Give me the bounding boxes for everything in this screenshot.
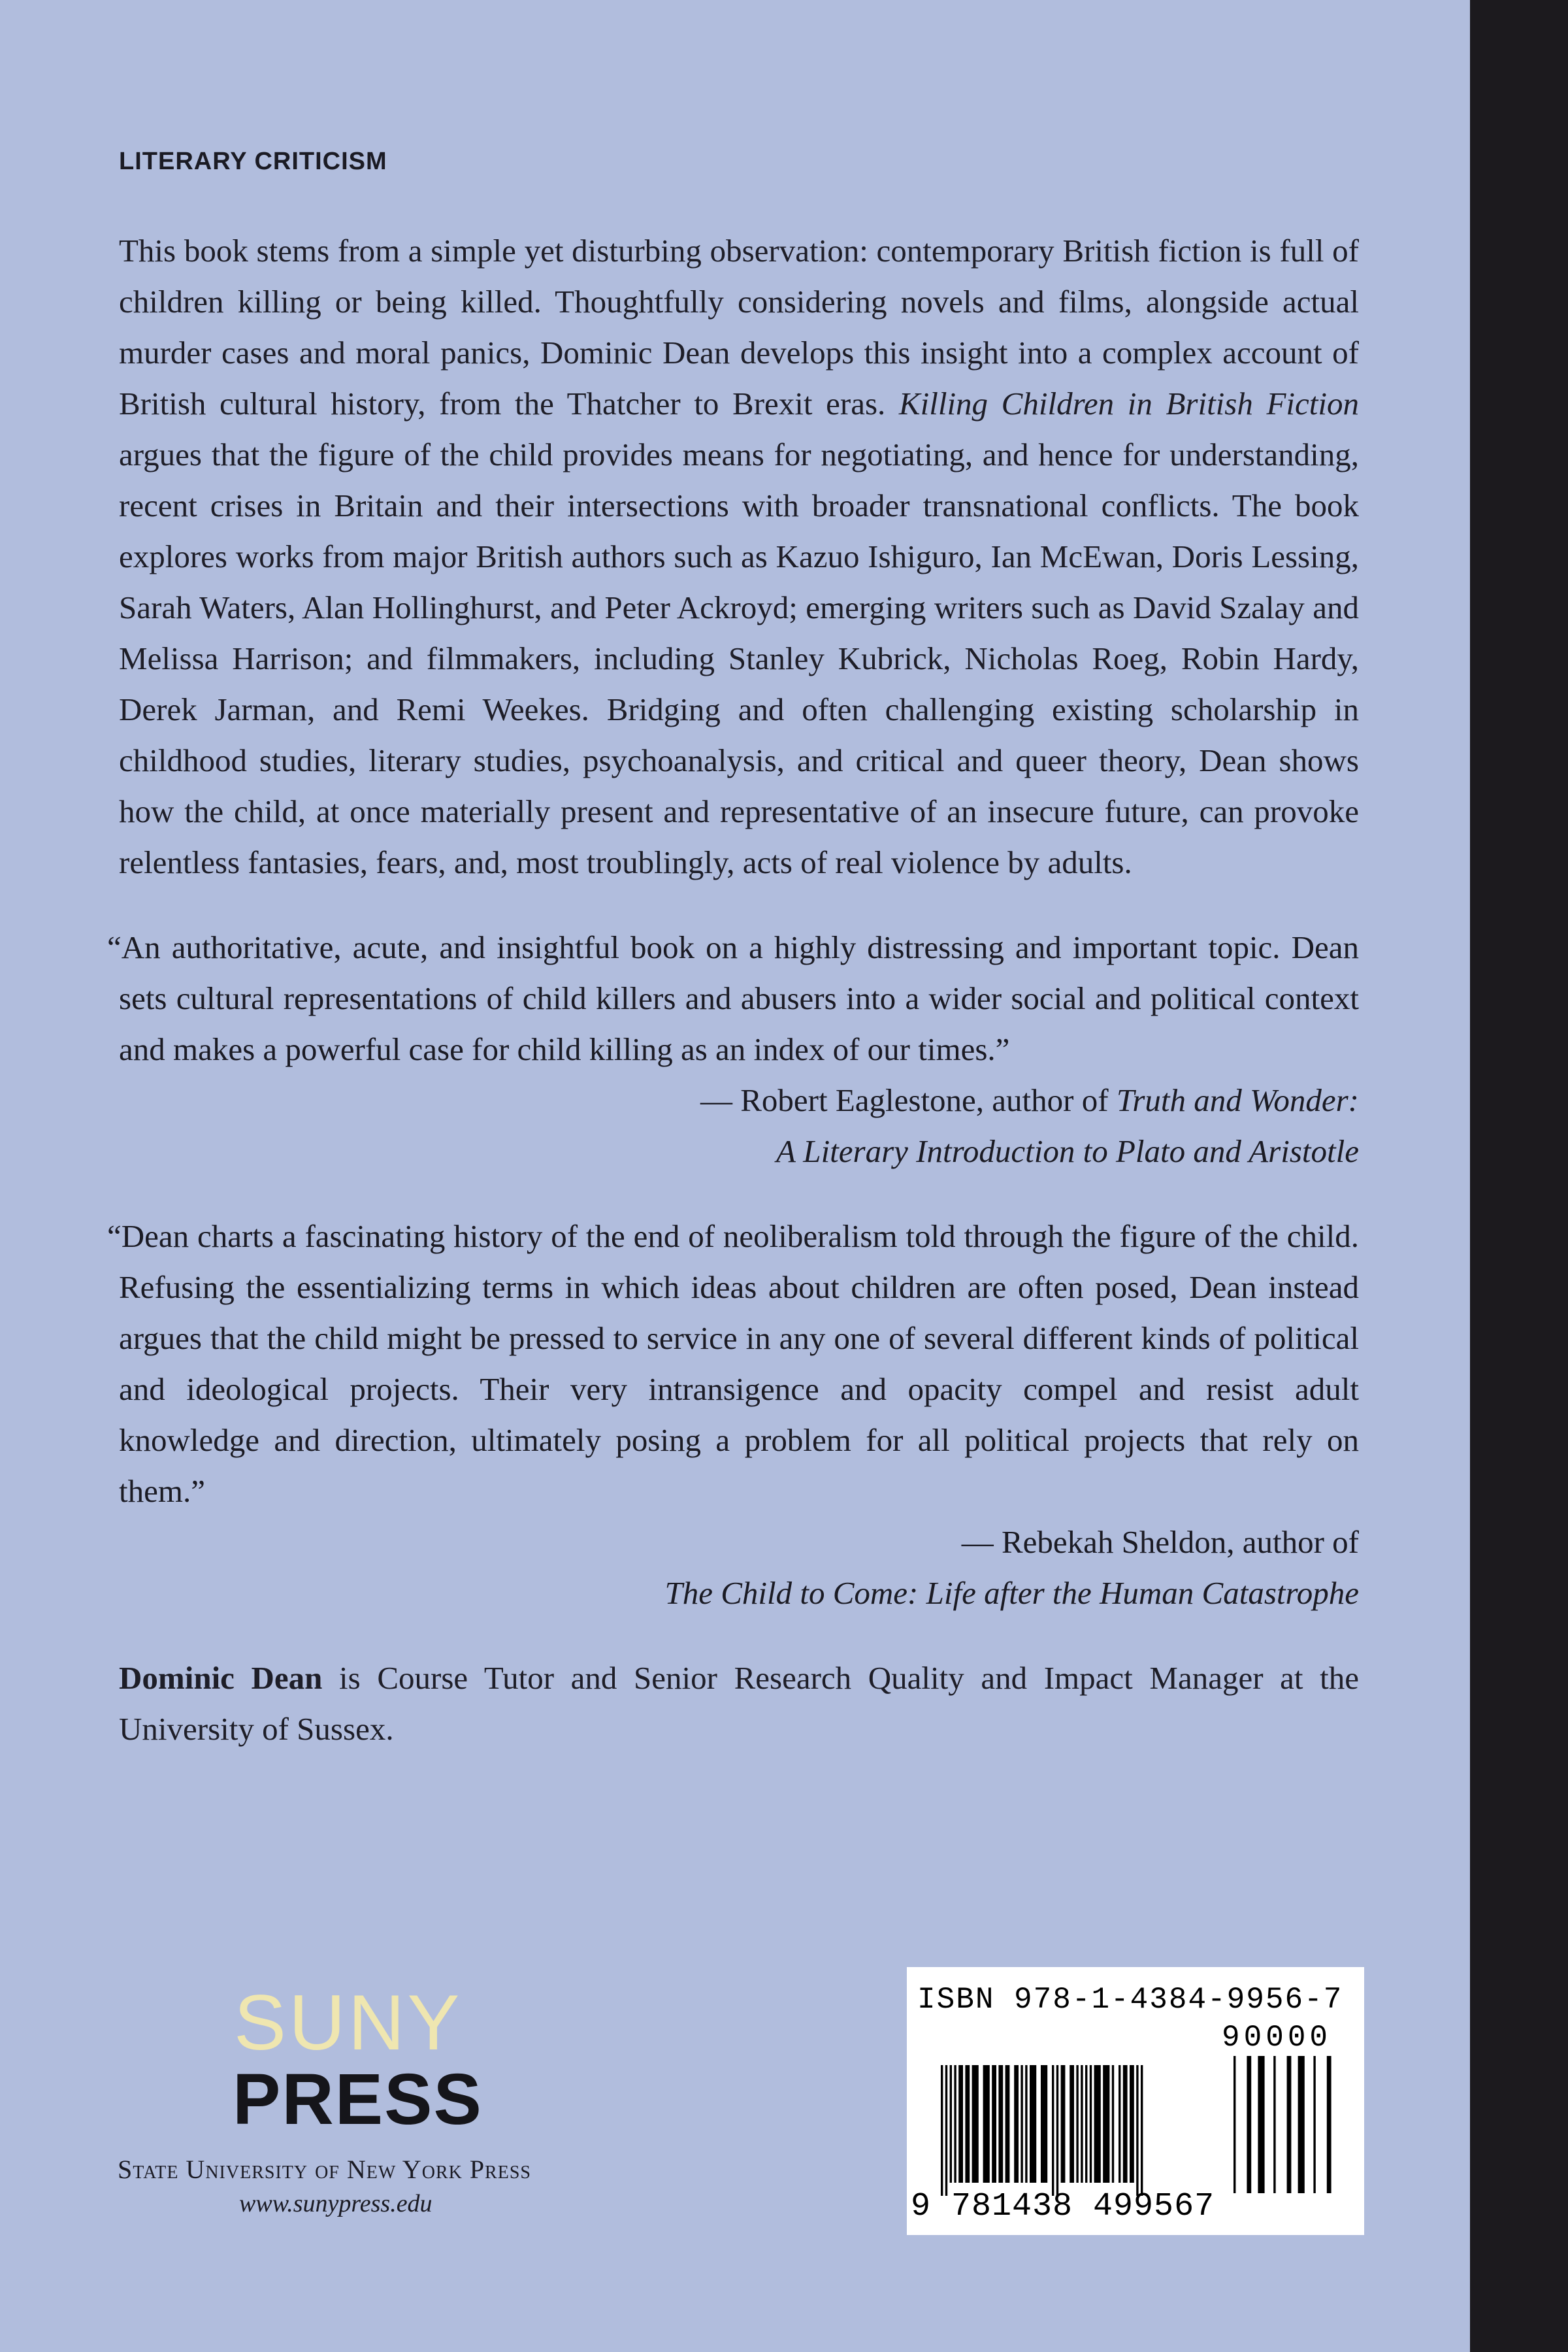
publisher-full-name: State University of New York Press	[118, 2155, 531, 2184]
endorsement-attribution-2	[119, 1517, 1359, 1619]
author-name: Dominic Dean	[119, 1660, 323, 1696]
price-code: 90000	[1222, 2021, 1332, 2055]
isbn-barcode	[907, 1967, 1364, 2235]
endorser-2-work: The Child to Come: Life after the Human Catastrophe	[664, 1575, 1359, 1611]
isbn-number: ISBN 978-1-4384-9956-7	[917, 1983, 1343, 2017]
endorser-2: — Rebekah Sheldon, author of	[961, 1524, 1359, 1560]
endorsement-attribution-1	[119, 1075, 1359, 1177]
book-title: Killing Children in British Fiction	[898, 386, 1360, 422]
book-description	[119, 225, 1359, 888]
publisher-url: www.sunypress.edu	[239, 2190, 433, 2217]
author-bio-text: is Course Tutor and Senior Research Quality and Impact Manager at the University of Sussex.	[119, 1660, 1359, 1747]
endorser-1: — Robert Eaglestone, author of	[700, 1082, 1117, 1118]
endorser-1-work-line-1: Truth and Wonder:	[1116, 1082, 1359, 1118]
blurb-part-1: This book stems from a simple yet disturbing observation: contemporary British fiction is full of children killing or being killed. Thoughtfully considering novels and films, alongside actual murder cases and moral panics, Dominic Dean develops this insight into a complex account of British cultural history, from the Thatcher to Brexit eras.	[119, 233, 1359, 422]
endorser-1-work-line-2: A Literary Introduction to Plato and Aristotle	[776, 1133, 1359, 1169]
publisher-logo	[118, 1979, 601, 2220]
endorsement-quote-2: “Dean charts a fascinating history of the end of neoliberalism told through the figure of the child. Refusing the essentializing terms in which ideas about children are often posed, Dean instead argues that the child might be pressed to service in any one of several different kinds of political and ideological projects. Their very intransigence and opacity compel and resist adult knowledge and direction, ultimately posing a problem for all political projects that rely on them.”	[107, 1218, 1359, 1509]
spine-edge	[1470, 0, 1568, 2352]
author-bio	[119, 1653, 1359, 1755]
ean-digits: 9 781438 499567	[911, 2188, 1215, 2225]
back-cover-text	[107, 225, 1360, 1755]
endorsement-quote-1: “An authoritative, acute, and insightful book on a highly distressing and important topic. Dean sets cultural representations of child killers and abusers into a wider social and political context and makes a powerful case for child killing as an index of our times.”	[107, 929, 1359, 1067]
blurb-part-2: argues that the figure of the child provides means for negotiating, and hence for understanding, recent crises in Britain and their intersections with broader transnational conflicts. The book explores works from major British authors such as Kazuo Ishiguro, Ian McEwan, Doris Lessing, Sarah Waters, Alan Hollinghurst, and Peter Ackroyd; emerging writers such as David Szalay and Melissa Harrison; and filmmakers, including Stanley Kubrick, Nicholas Roeg, Robin Hardy, Derek Jarman, and Remi Weekes. Bridging and often challenging existing scholarship in childhood studies, literary studies, psychoanalysis, and critical and queer theory, Dean shows how the child, at once materially present and representative of an insecure future, can provoke relentless fantasies, fears, and, most troublingly, acts of real violence by adults.	[119, 437, 1359, 880]
category-label: LITERARY CRITICISM	[119, 148, 387, 175]
logo-suny-wordmark: SUNY	[234, 1979, 463, 2066]
logo-press-wordmark: PRESS	[233, 2059, 483, 2140]
